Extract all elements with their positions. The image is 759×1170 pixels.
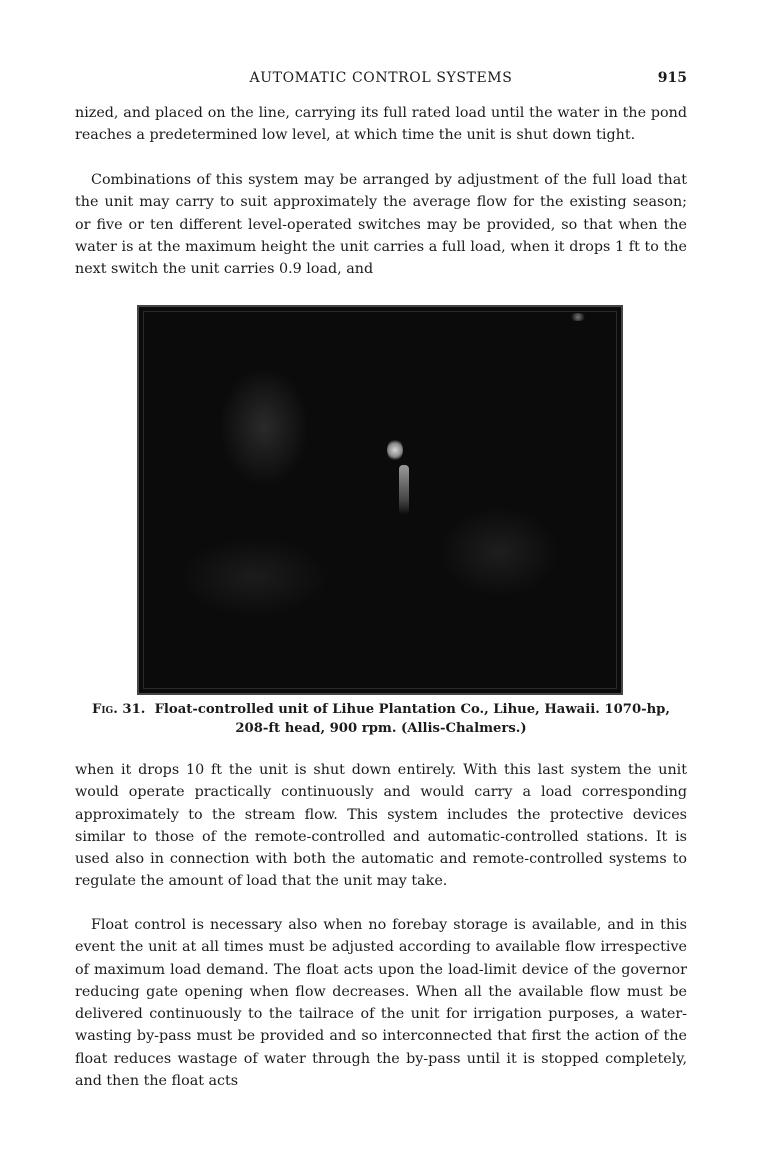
caption-text-1: Float-controlled unit of Lihue Plantation Co., Lihue, Hawaii. 1070-hp, bbox=[154, 702, 670, 717]
photo-highlight bbox=[387, 439, 403, 461]
figure-caption bbox=[75, 700, 687, 738]
caption-line-2: 208-ft head, 900 rpm. (Allis-Chalmers.) bbox=[235, 721, 527, 736]
photo-shadow-detail bbox=[179, 537, 329, 617]
running-head: AUTOMATIC CONTROL SYSTEMS bbox=[249, 70, 513, 86]
photo-shadow-detail bbox=[439, 507, 559, 597]
photo-inner-border bbox=[143, 311, 617, 689]
photo-shadow-detail bbox=[219, 367, 309, 487]
caption-line-1 bbox=[75, 700, 687, 719]
paragraph-last-system: when it drops 10 ft the unit is shut down entirely. With this last system the unit would operate practically continuously and would carry a load corresponding approximately to the stream flow. This system includes the protective devices similar to those of the remote-controlled and automatic-controlled stations. It is used also in connection with both the automatic and remote-controlled systems to regulate the amount of load that the unit may take. bbox=[75, 762, 687, 890]
page-header bbox=[75, 70, 687, 90]
paragraph-float-control: Float control is necessary also when no forebay storage is available, and in this event the unit at all times must be adjusted according to available flow irrespective of maximum load demand. The float acts upon the load-limit device of the governor reducing gate opening when flow decreases. When all the available flow must be delivered continuously to the tailrace of the unit for irrigation purposes, a water-wasting by-pass must be provided and so interconnected that first the action of the float reduces wastage of water through the by-pass until it is stopped completely, and then the float acts bbox=[75, 917, 687, 1090]
figure-photo bbox=[137, 305, 623, 695]
photo-highlight bbox=[569, 313, 587, 321]
page-number: 915 bbox=[657, 70, 687, 86]
figure-label: Fig. 31. bbox=[91, 702, 146, 717]
paragraph-combinations: Combinations of this system may be arranged by adjustment of the full load that the unit may carry to suit approximately the average flow for the existing season; or five or ten different level-operated switches may be provided, so that when the water is at the maximum height the unit carries a full load, when it drops 1 ft to the next switch the unit carries 0.9 load, and bbox=[75, 172, 687, 278]
paragraph-continuation: nized, and placed on the line, carrying its full rated load until the water in the pond reaches a predetermined low level, at which time the unit is shut down tight. bbox=[75, 105, 687, 144]
photo-highlight bbox=[399, 465, 409, 515]
